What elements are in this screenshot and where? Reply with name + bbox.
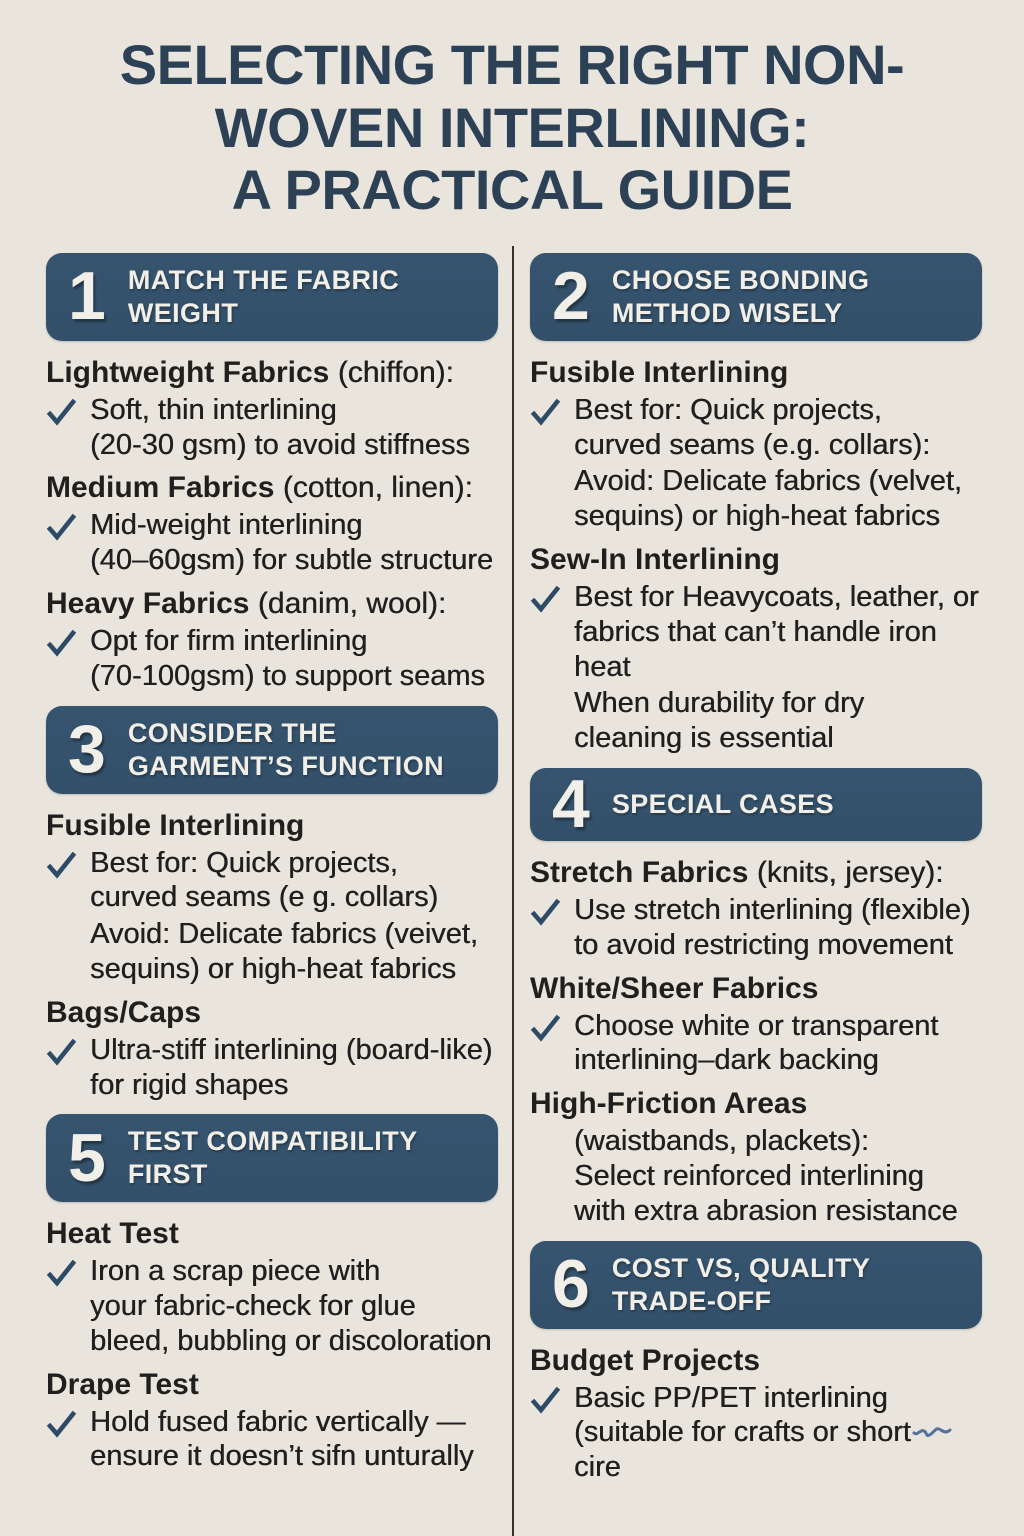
item-text-line: Avoid: Delicate fabrics (veivet, bbox=[90, 918, 478, 951]
section-title-line: TRADE-OFF bbox=[611, 1285, 772, 1316]
section-title-line: METHOD WISELY bbox=[611, 297, 843, 328]
section-number: 5 bbox=[68, 1119, 106, 1196]
item-text bbox=[90, 393, 498, 463]
item-text-line bbox=[574, 1415, 982, 1485]
sub-heading bbox=[530, 355, 982, 391]
list-item bbox=[530, 580, 982, 684]
item-text bbox=[574, 1009, 982, 1079]
item-text bbox=[90, 1405, 498, 1475]
page-title-line-2: WOVEN INTERLINING: bbox=[214, 95, 810, 159]
sub-heading bbox=[46, 1216, 498, 1252]
section-header bbox=[530, 1241, 982, 1329]
check-icon-cell bbox=[46, 846, 90, 916]
section-header bbox=[530, 253, 982, 341]
list-item bbox=[46, 624, 498, 694]
check-icon bbox=[530, 584, 561, 615]
item-text-line: Basic PP/PET interlining bbox=[574, 1381, 888, 1414]
item-text-line: Ultra-stiff interlining (board-like) bbox=[90, 1033, 493, 1066]
check-spacer bbox=[46, 917, 90, 987]
section-title-line: MATCH THE FABRIC bbox=[127, 265, 400, 295]
right-column bbox=[530, 250, 982, 1487]
list-item bbox=[46, 508, 498, 578]
item-text-line: curved seams (e.g. collars): bbox=[574, 428, 931, 461]
item-text bbox=[574, 1124, 982, 1228]
item-text-line: sequins) or high-heat fabrics bbox=[90, 952, 456, 985]
item-text-line: interlining–dark backing bbox=[574, 1044, 879, 1077]
check-icon bbox=[46, 1037, 77, 1068]
item-text-line: Choose white or transparent bbox=[574, 1009, 939, 1042]
check-icon-cell bbox=[530, 893, 574, 963]
item-text bbox=[90, 1254, 498, 1358]
check-icon-cell bbox=[46, 1033, 90, 1103]
check-icon-cell bbox=[530, 1381, 574, 1485]
check-spacer bbox=[530, 464, 574, 534]
sub-heading bbox=[46, 355, 498, 391]
section-title-line: CONSIDER THE bbox=[127, 717, 337, 748]
item-text bbox=[574, 393, 982, 463]
item-text-line: heat bbox=[574, 650, 631, 683]
item-text-line: fabrics that can’t handle iron bbox=[574, 615, 937, 648]
section-number: 2 bbox=[552, 258, 590, 335]
item-text-pre: (suitable for crafts or short bbox=[574, 1416, 911, 1449]
item-text-line: sequins) or high-heat fabrics bbox=[574, 500, 940, 533]
item-text-line: Use stretch interlining (flexible) bbox=[574, 894, 971, 927]
item-text-line: Avoid: Delicate fabrics (velvet, bbox=[574, 465, 962, 498]
section-title bbox=[128, 1125, 418, 1191]
sub-heading-bold: Medium Fabrics bbox=[46, 471, 275, 505]
item-text bbox=[90, 508, 498, 578]
page-title-line-3: A PRACTICAL GUIDE bbox=[231, 158, 793, 222]
item-text-line: with extra abrasion resistance bbox=[574, 1194, 958, 1227]
sub-heading-bold: Heat Test bbox=[46, 1217, 179, 1251]
sub-heading-bold: Bags/Caps bbox=[46, 995, 202, 1029]
scribble-mark-icon bbox=[912, 1421, 952, 1441]
check-icon bbox=[46, 397, 77, 428]
sub-heading bbox=[46, 808, 498, 844]
sub-heading-rest: (cotton, linen): bbox=[274, 471, 473, 505]
check-icon-cell bbox=[46, 508, 90, 578]
check-icon-cell bbox=[46, 1405, 90, 1475]
item-text-line: Iron a scrap piece with bbox=[90, 1255, 381, 1288]
sub-heading-bold: Budget Projects bbox=[530, 1343, 761, 1377]
check-icon bbox=[530, 897, 561, 928]
item-text bbox=[90, 1033, 498, 1103]
check-icon-cell bbox=[530, 1009, 574, 1079]
list-item bbox=[530, 1381, 982, 1485]
sub-heading-bold: Fusible Interlining bbox=[530, 355, 789, 389]
item-text-line: Best for Heavycoats, leather, or bbox=[574, 581, 979, 614]
check-icon bbox=[46, 628, 77, 659]
check-icon-cell bbox=[46, 624, 90, 694]
page-title bbox=[0, 34, 1024, 222]
check-icon-cell bbox=[46, 393, 90, 463]
sub-heading-bold: Lightweight Fabrics bbox=[46, 355, 330, 389]
sub-heading-bold: Sew-In Interlining bbox=[530, 543, 781, 577]
check-icon bbox=[46, 512, 77, 543]
item-text-line: Select reinforced interlining bbox=[574, 1160, 924, 1193]
item-text-line: curved seams (e g. collars) bbox=[90, 881, 439, 914]
list-item bbox=[46, 1405, 498, 1475]
list-item bbox=[530, 464, 982, 534]
sub-heading-bold: White/Sheer Fabrics bbox=[530, 971, 819, 1005]
page-title-line-1: SELECTING THE RIGHT NON- bbox=[119, 33, 905, 96]
sub-heading bbox=[530, 542, 982, 578]
item-text-line: Opt for firm interlining bbox=[90, 625, 368, 658]
section-header bbox=[46, 1114, 498, 1202]
item-text-line: Soft, thin interlining bbox=[90, 393, 337, 426]
item-text-line: (70-100gsm) to support seams bbox=[90, 659, 485, 692]
section-title-line: WEIGHT bbox=[127, 297, 239, 328]
section-title-line: FIRST bbox=[127, 1159, 208, 1190]
check-icon bbox=[530, 1385, 561, 1416]
item-text-line: to avoid restricting movement bbox=[574, 928, 953, 961]
sub-heading-bold: Stretch Fabrics bbox=[530, 856, 749, 890]
list-item bbox=[530, 893, 982, 963]
sub-heading bbox=[46, 1367, 498, 1403]
section-title bbox=[612, 264, 870, 330]
item-text-line: your fabric-check for glue bbox=[90, 1289, 416, 1322]
item-text-line: for rigid shapes bbox=[90, 1068, 289, 1101]
section-header bbox=[46, 253, 498, 341]
item-text bbox=[90, 917, 498, 987]
section-title-line: GARMENT’S FUNCTION bbox=[127, 750, 445, 781]
section-title bbox=[612, 1252, 870, 1318]
list-item bbox=[530, 686, 982, 756]
sub-heading bbox=[530, 1343, 982, 1379]
section-number: 1 bbox=[68, 258, 106, 335]
sub-heading bbox=[530, 855, 982, 891]
section-title-line: COST VS, QUALITY bbox=[611, 1252, 871, 1283]
sub-heading-bold: Fusible Interlining bbox=[46, 808, 305, 842]
item-text-line: (20-30 gsm) to avoid stiffness bbox=[90, 428, 470, 461]
section-number: 3 bbox=[68, 711, 106, 788]
item-text bbox=[90, 846, 498, 916]
sub-heading-rest: (chiffon): bbox=[329, 355, 454, 389]
item-text bbox=[574, 580, 982, 684]
list-item bbox=[46, 917, 498, 987]
section-title bbox=[128, 264, 399, 330]
check-icon bbox=[46, 850, 77, 881]
sub-heading bbox=[530, 1086, 982, 1122]
item-text bbox=[574, 686, 982, 756]
item-text-line: Hold fused fabric vertically — bbox=[90, 1405, 466, 1438]
list-item bbox=[46, 846, 498, 916]
item-text-line: bleed, bubbling or discoloration bbox=[90, 1324, 492, 1357]
item-text-line: Mid-weight interlining bbox=[90, 509, 363, 542]
list-item bbox=[530, 1009, 982, 1079]
item-text-line: Best for: Quick projects, bbox=[574, 393, 882, 426]
item-text bbox=[90, 624, 498, 694]
check-icon bbox=[46, 1258, 77, 1289]
item-text-line: (waistbands, plackets): bbox=[574, 1125, 869, 1158]
check-icon bbox=[530, 397, 561, 428]
section-header bbox=[46, 706, 498, 794]
section-title bbox=[612, 788, 834, 821]
section-title-line: SPECIAL CASES bbox=[611, 789, 835, 820]
item-text-line: cleaning is essential bbox=[574, 722, 834, 755]
item-text-line: ensure it doesn’t sifn unturally bbox=[90, 1440, 474, 1473]
sub-heading bbox=[46, 470, 498, 506]
list-item bbox=[530, 393, 982, 463]
column-divider bbox=[512, 246, 514, 1536]
item-text-post: cire bbox=[574, 1451, 621, 1484]
sub-heading-rest: (knits, jersey): bbox=[748, 856, 944, 890]
item-text-line: (40–60gsm) for subtle structure bbox=[90, 544, 493, 577]
check-icon bbox=[46, 1409, 77, 1440]
item-text bbox=[574, 464, 982, 534]
check-icon-cell bbox=[46, 1254, 90, 1358]
check-spacer bbox=[530, 686, 574, 756]
sub-heading bbox=[46, 586, 498, 622]
check-spacer bbox=[530, 1124, 574, 1228]
sub-heading-bold: Drape Test bbox=[46, 1367, 199, 1401]
section-title-line: CHOOSE BONDING bbox=[611, 265, 870, 295]
check-icon bbox=[530, 1013, 561, 1044]
section-header bbox=[530, 768, 982, 841]
sub-heading bbox=[46, 995, 498, 1031]
section-number: 6 bbox=[552, 1246, 590, 1323]
check-icon-cell bbox=[530, 393, 574, 463]
item-text-line: When durability for dry bbox=[574, 687, 865, 720]
sub-heading-rest: (danim, wool): bbox=[249, 587, 447, 621]
item-text bbox=[574, 1381, 982, 1485]
sub-heading-bold: High-Friction Areas bbox=[530, 1087, 808, 1121]
section-title bbox=[128, 717, 444, 783]
sub-heading-bold: Heavy Fabrics bbox=[46, 587, 250, 621]
left-column bbox=[46, 250, 498, 1476]
section-title-line: TEST COMPATIBILITY bbox=[127, 1126, 418, 1157]
item-text bbox=[574, 893, 982, 963]
sub-heading bbox=[530, 971, 982, 1007]
list-item bbox=[530, 1124, 982, 1228]
list-item bbox=[46, 1033, 498, 1103]
list-item bbox=[46, 393, 498, 463]
list-item bbox=[46, 1254, 498, 1358]
section-number: 4 bbox=[552, 766, 590, 843]
check-icon-cell bbox=[530, 580, 574, 684]
item-text-line: Best for: Quick projects, bbox=[90, 846, 398, 879]
